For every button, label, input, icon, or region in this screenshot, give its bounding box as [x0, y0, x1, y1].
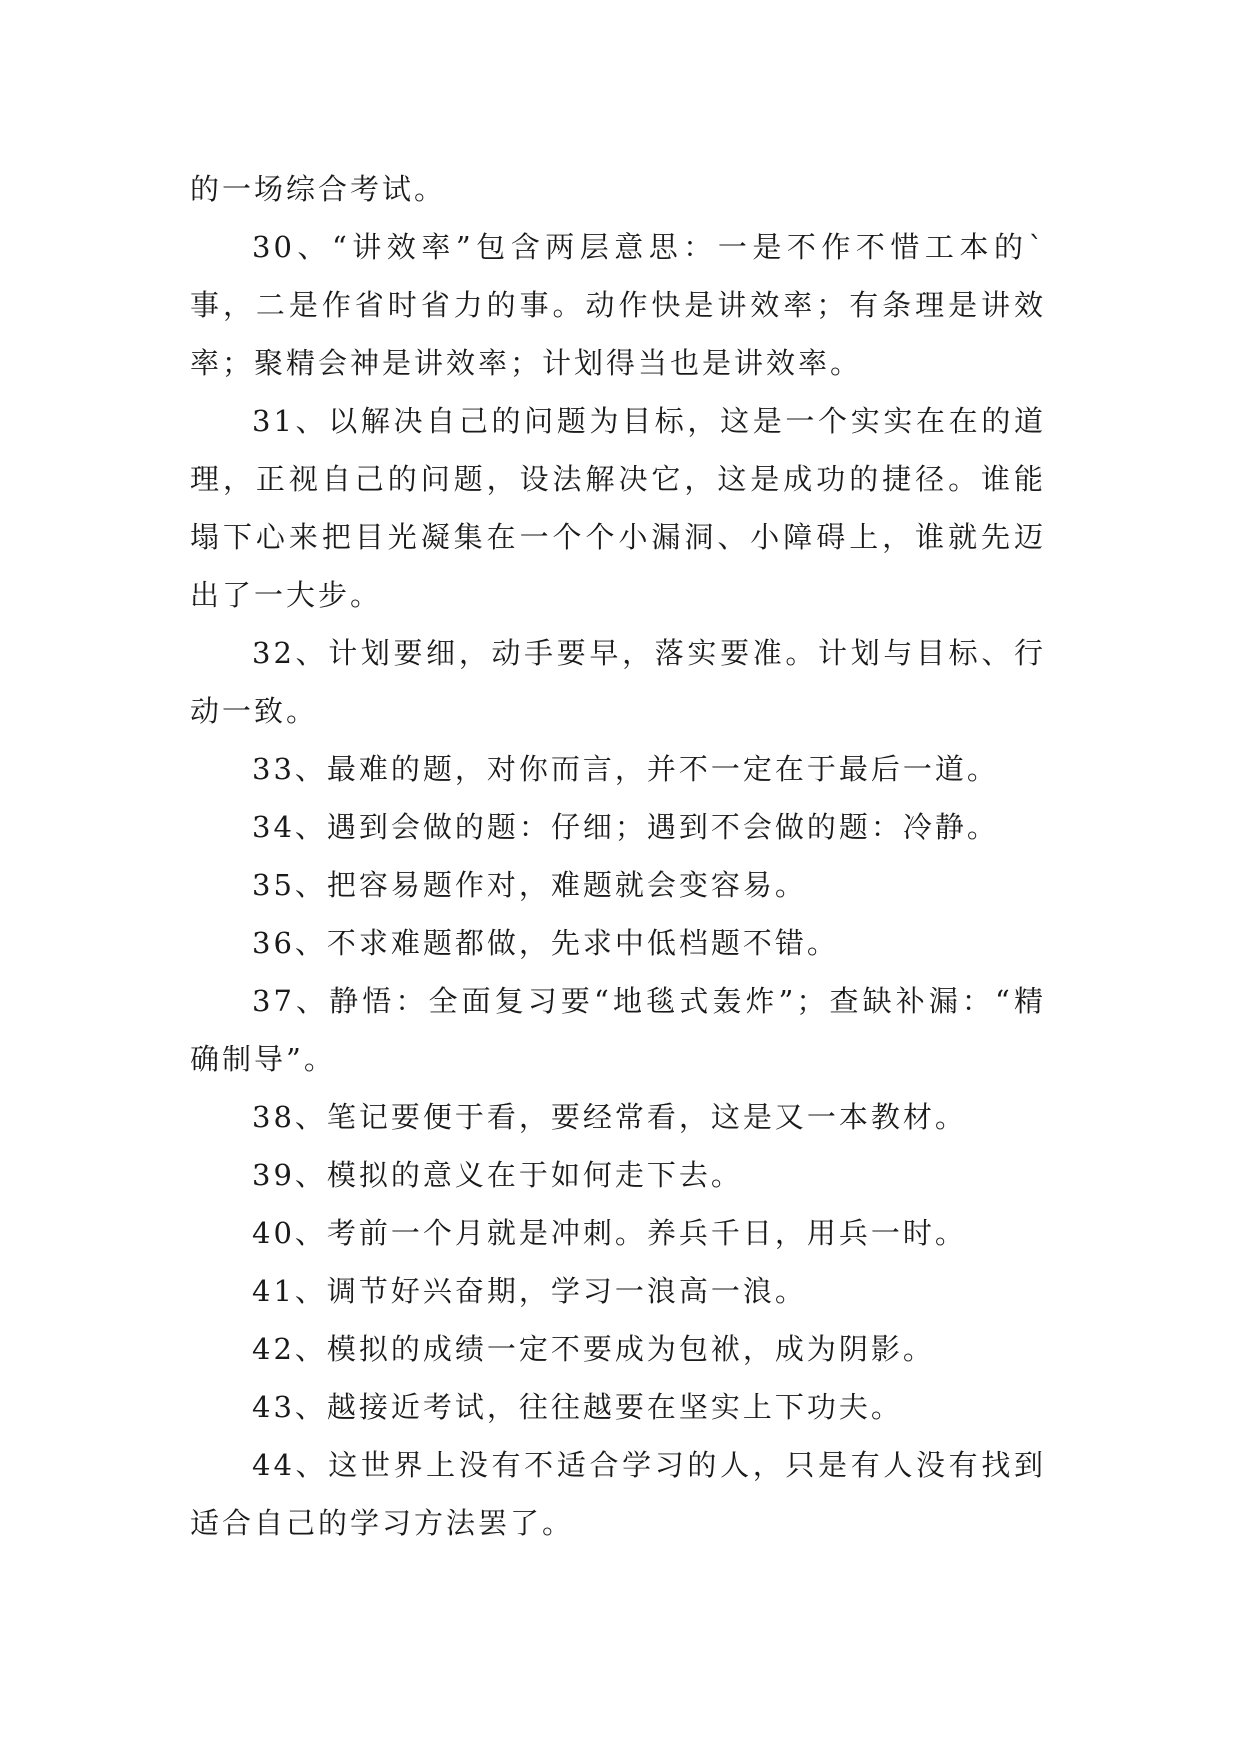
paragraph-continuation: 的一场综合考试。 — [190, 172, 447, 206]
paragraph-item-39: 39、模拟的意义在于如何走下去。 — [252, 1158, 743, 1192]
paragraph-item-35: 35、把容易题作对，难题就会变容易。 — [252, 868, 807, 902]
paragraph-item-42: 42、模拟的成绩一定不要成为包袱，成为阴影。 — [252, 1332, 935, 1366]
paragraph-item-43: 43、越接近考试，往往越要在坚实上下功夫。 — [252, 1390, 903, 1424]
paragraph-item-38: 38、笔记要便于看，要经常看，这是又一本教材。 — [252, 1100, 967, 1134]
paragraph-item-40: 40、考前一个月就是冲刺。养兵千日，用兵一时。 — [252, 1216, 967, 1250]
paragraph-item-36: 36、不求难题都做，先求中低档题不错。 — [252, 926, 839, 960]
paragraph-item-31: 31、以解决自己的问题为目标，这是一个实实在在的道理，正视自己的问题，设法解决它，这是成功的捷径。谁能塌下心来把目光凝集在一个个小漏洞、小障碍上，谁就先迈出了一大步。 — [190, 404, 1046, 612]
paragraph-item-41: 41、调节好兴奋期，学习一浪高一浪。 — [252, 1274, 807, 1308]
paragraph-item-30: 30、“讲效率”包含两层意思：一是不作不惜工本的`事，二是作省时省力的事。动作快是讲效率；有条理是讲效率；聚精会神是讲效率；计划得当也是讲效率。 — [190, 230, 1046, 380]
paragraph-item-33: 33、最难的题，对你而言，并不一定在于最后一道。 — [252, 752, 999, 786]
paragraph-item-32: 32、计划要细，动手要早，落实要准。计划与目标、行动一致。 — [190, 636, 1046, 728]
paragraph-item-34: 34、遇到会做的题：仔细；遇到不会做的题：冷静。 — [252, 810, 999, 844]
document-body — [190, 160, 1046, 1552]
paragraph-item-37: 37、静悟：全面复习要“地毯式轰炸”；查缺补漏：“精确制导”。 — [190, 984, 1046, 1076]
paragraph-item-44: 44、这世界上没有不适合学习的人，只是有人没有找到适合自己的学习方法罢了。 — [190, 1448, 1046, 1540]
